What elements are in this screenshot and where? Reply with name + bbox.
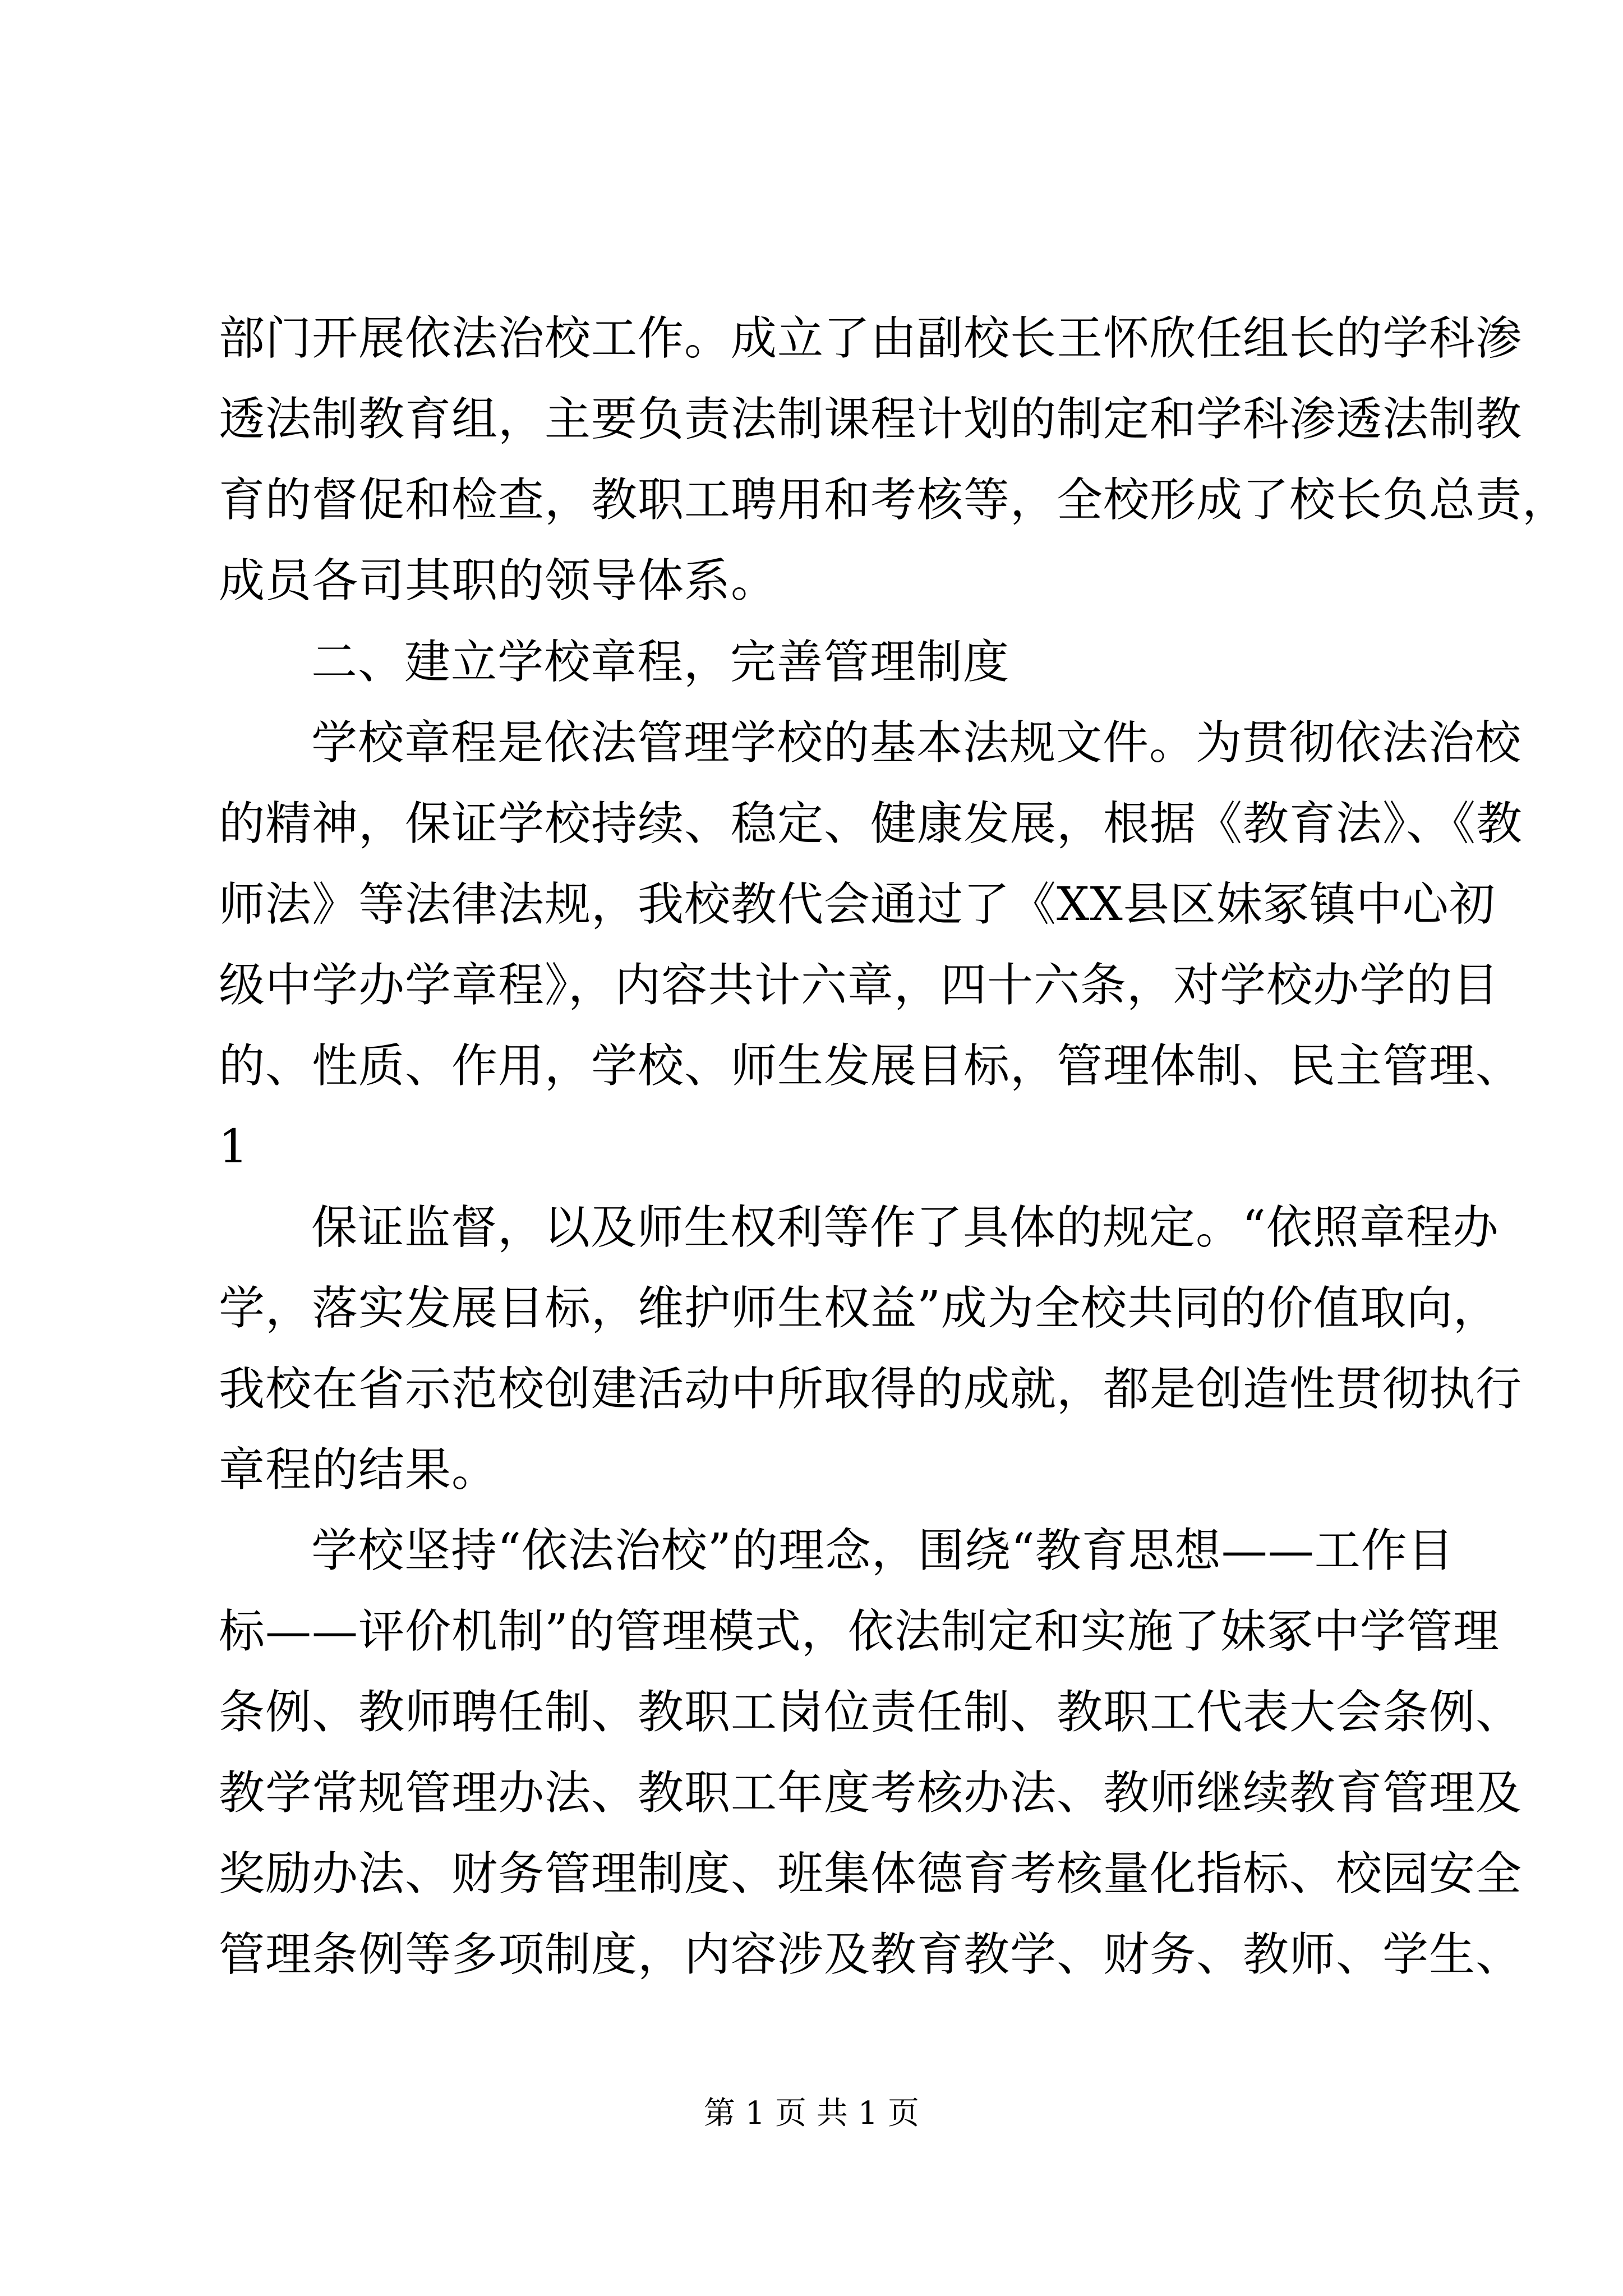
body-line: 师法》等法律法规，我校教代会通过了《XX县区妹冢镇中心初 — [219, 878, 1496, 931]
body-line: 教学常规管理办法、教职工年度考核办法、教师继续教育管理及 — [219, 1766, 1523, 1820]
body-line: 的、性质、作用，学校、师生发展目标，管理体制、民主管理、 — [219, 1039, 1523, 1093]
body-line: 的精神，保证学校持续、稳定、健康发展，根据《教育法》、《教 — [219, 797, 1523, 850]
body-line: 学校章程是依法管理学校的基本法规文件。为贯彻依法治校 — [311, 716, 1522, 770]
body-line: 管理条例等多项制度，内容涉及教育教学、财务、教师、学生、 — [219, 1928, 1523, 1981]
body-line: 级中学办学章程》，内容共计六章，四十六条，对学校办学的目 — [219, 959, 1500, 1012]
body-line: 奖励办法、财务管理制度、班集体德育考核量化指标、校园安全 — [219, 1847, 1523, 1901]
body-line: 我校在省示范校创建活动中所取得的成就，都是创造性贯彻执行 — [219, 1363, 1523, 1416]
body-line: 成员各司其职的领导体系。 — [219, 554, 778, 608]
body-line: 条例、教师聘任制、教职工岗位责任制、教职工代表大会条例、 — [219, 1686, 1523, 1739]
body-line: 标——评价机制”的管理模式，依法制定和实施了妹冢中学管理 — [219, 1605, 1500, 1658]
body-line: 育的督促和检查，教职工聘用和考核等，全校形成了校长负总责， — [219, 473, 1569, 527]
body-line: 保证监督，以及师生权利等作了具体的规定。“依照章程办 — [311, 1201, 1499, 1254]
body-line: 学校坚持“依法治校”的理念，围绕“教育思想——工作目 — [311, 1524, 1454, 1577]
page-footer: 第 1 页 共 1 页 — [703, 2095, 920, 2132]
body-line: 学，落实发展目标，维护师生权益”成为全校共同的价值取向， — [219, 1282, 1500, 1335]
page-number-marker: 1 — [219, 1120, 249, 1174]
body-line: 透法制教育组，主要负责法制课程计划的制定和学科渗透法制教 — [219, 393, 1523, 446]
section-heading: 二、建立学校章程，完善管理制度 — [311, 636, 1010, 689]
body-line: 部门开展依法治校工作。成立了由副校长王怀欣任组长的学科渗 — [219, 312, 1523, 365]
body-line: 章程的结果。 — [219, 1443, 499, 1497]
